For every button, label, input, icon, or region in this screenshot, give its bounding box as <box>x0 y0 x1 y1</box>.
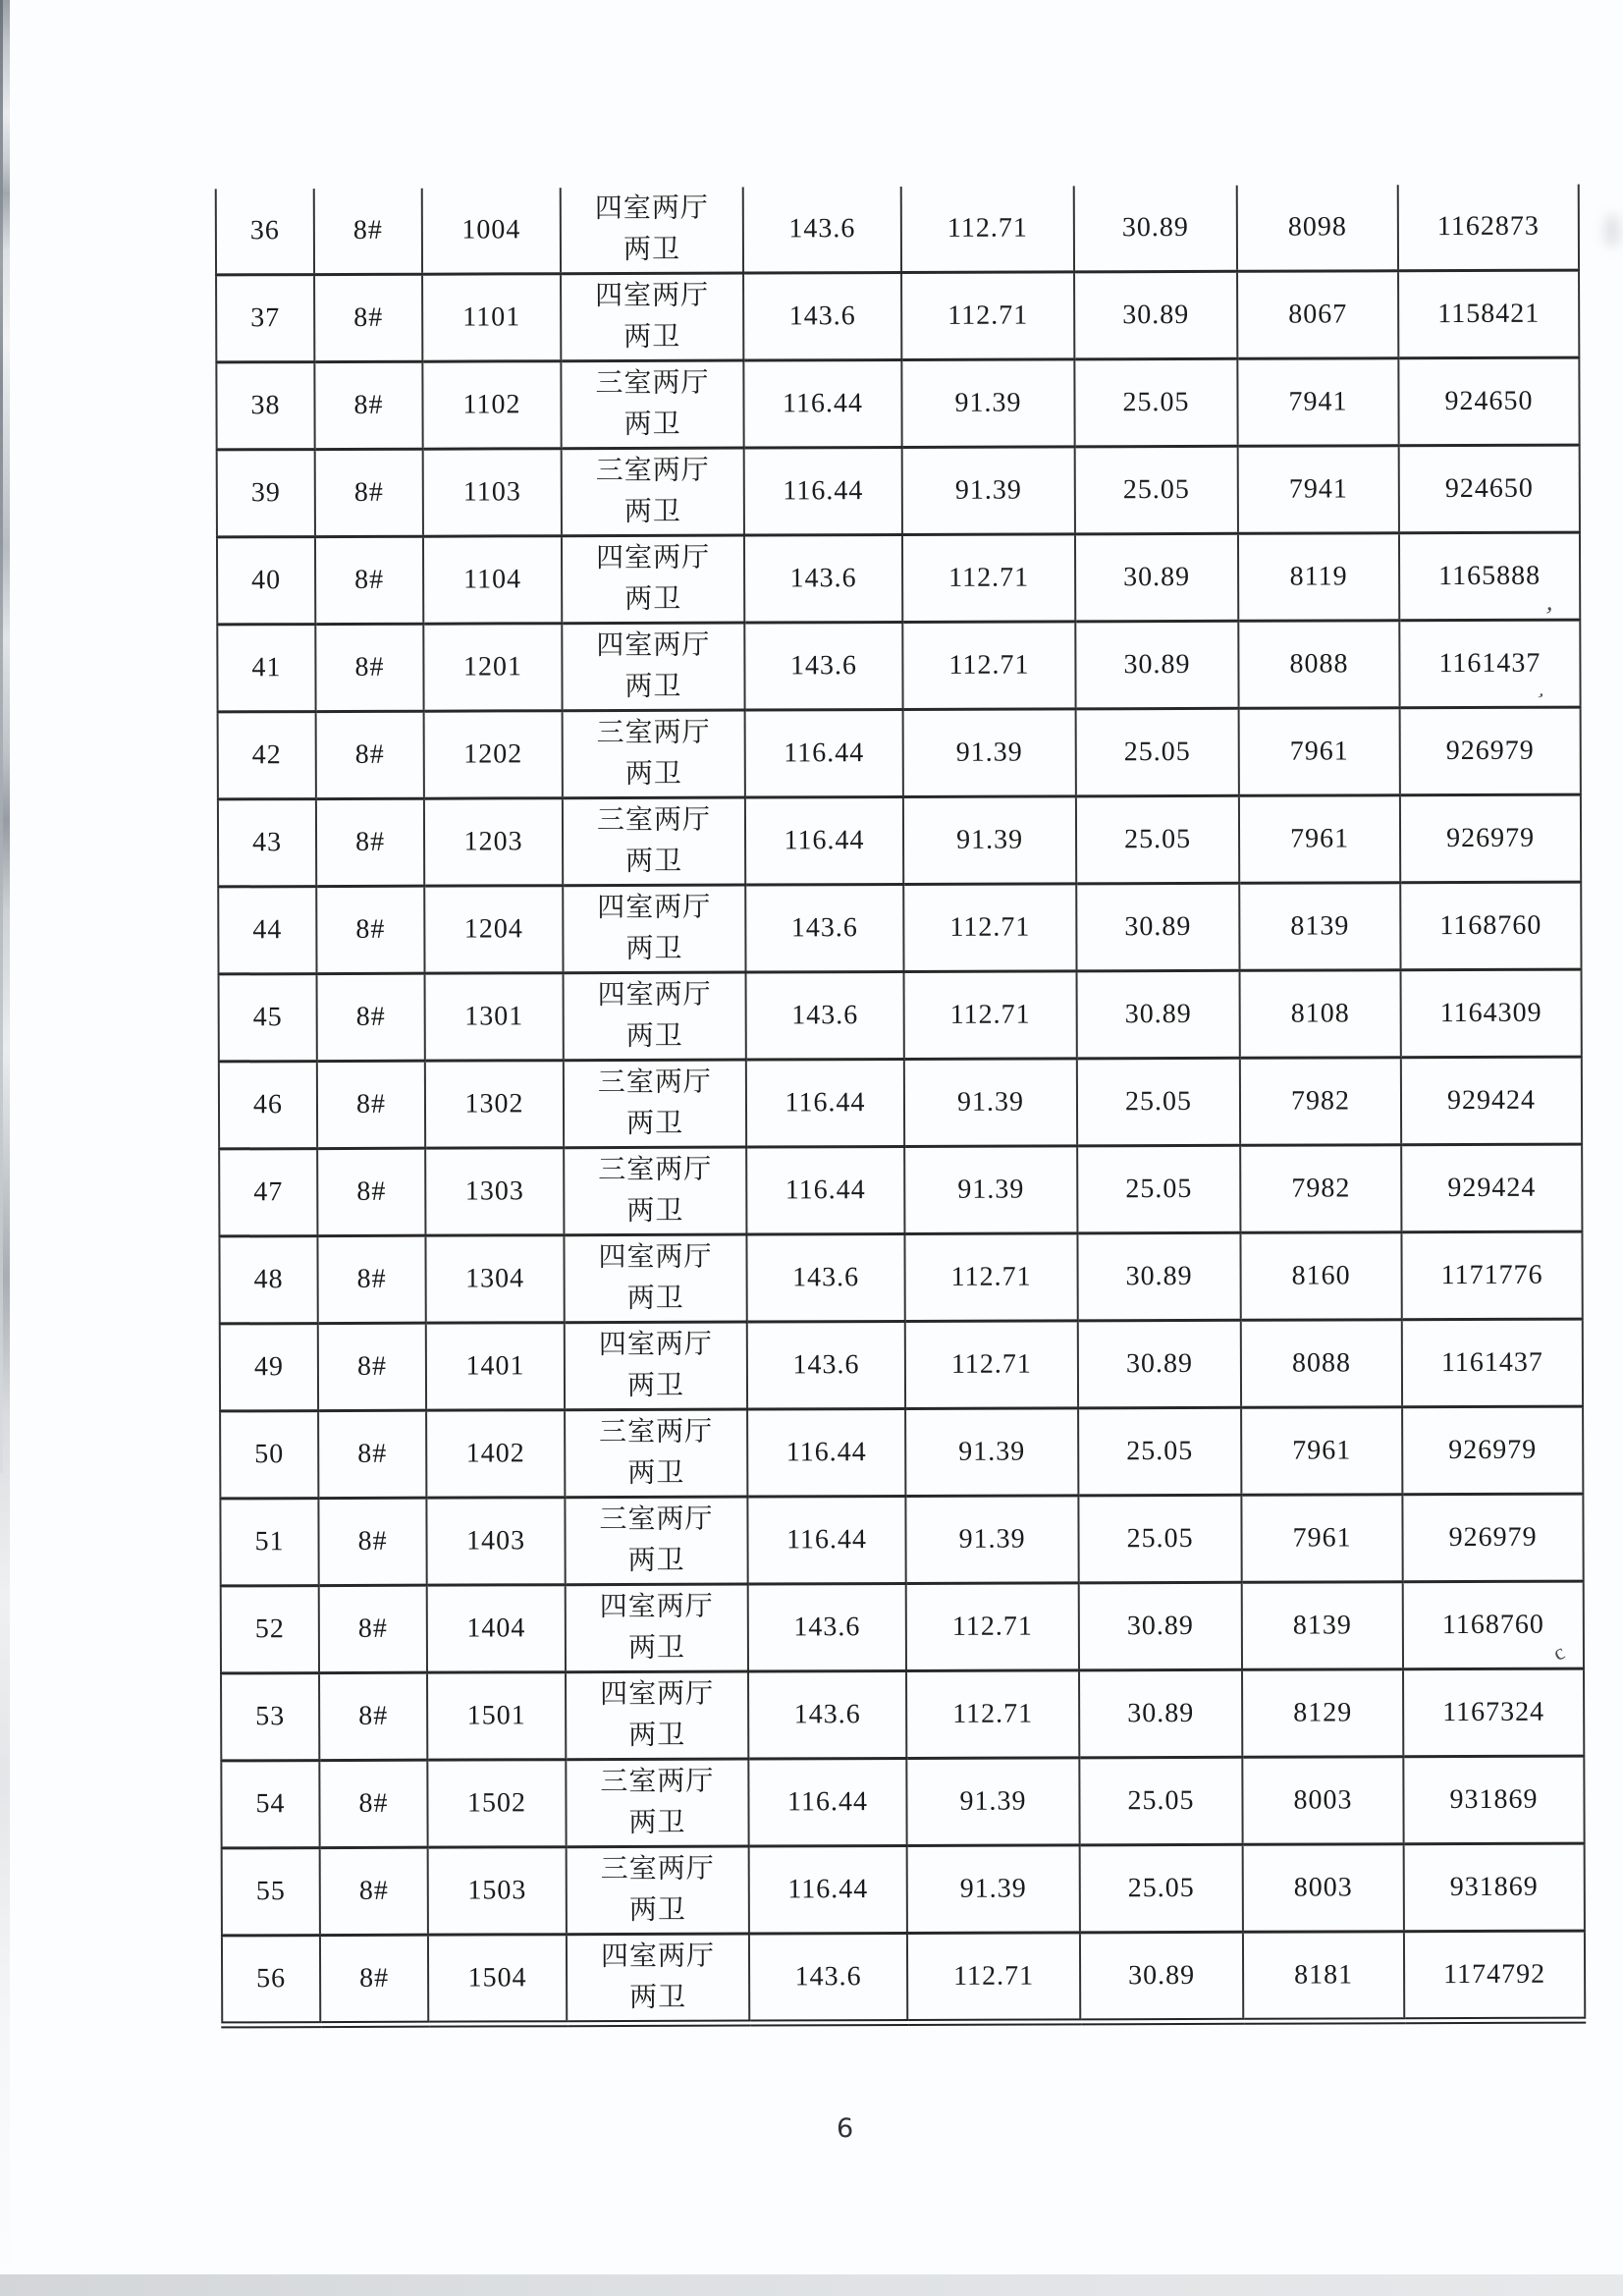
table-row <box>222 1931 1585 2025</box>
cell-inner-area: 112.71 <box>906 1583 1079 1671</box>
cell-room: 1304 <box>425 1235 564 1323</box>
cell-total-price: 929424 <box>1401 1144 1582 1232</box>
scan-artifact-mark: c <box>1548 1639 1569 1666</box>
table-row <box>219 1231 1582 1324</box>
scan-bottom-band <box>0 2274 1623 2296</box>
cell-seq: 44 <box>218 887 316 974</box>
cell-inner-area: 112.71 <box>901 186 1074 272</box>
cell-type <box>564 1234 746 1323</box>
cell-total-price: 1164309 <box>1401 969 1582 1058</box>
cell-type <box>564 1060 746 1148</box>
room-type-text: 三室两厅两卫 <box>595 367 710 440</box>
cell-unit-price: 8129 <box>1242 1669 1403 1758</box>
cell-seq: 52 <box>221 1586 319 1673</box>
room-type-text: 三室两厅两卫 <box>600 1853 715 1926</box>
room-type-text: 四室两厅两卫 <box>598 1329 713 1401</box>
cell-room: 1202 <box>424 711 563 798</box>
table-row <box>218 707 1581 799</box>
cell-total-price: 1174792 <box>1404 1931 1585 2021</box>
cell-total-price: 1168760 <box>1400 882 1581 970</box>
cell-building: 8# <box>320 1847 428 1935</box>
room-type-text: 三室两厅两卫 <box>598 1154 713 1227</box>
cell-area: 143.6 <box>749 1933 907 2023</box>
cell-shared-area: 25.05 <box>1079 1757 1242 1845</box>
cell-shared-area: 25.05 <box>1078 1495 1241 1583</box>
room-type-text: 三室两厅两卫 <box>595 455 710 527</box>
cell-area: 143.6 <box>744 534 902 623</box>
apartment-price-table-wrap <box>215 185 1587 2029</box>
cell-seq: 47 <box>219 1149 317 1236</box>
cell-inner-area: 112.71 <box>905 1321 1078 1409</box>
cell-shared-area: 25.05 <box>1080 1844 1243 1933</box>
cell-unit-price: 8108 <box>1240 970 1401 1059</box>
cell-inner-area: 91.39 <box>902 447 1075 535</box>
cell-building: 8# <box>315 536 423 624</box>
cell-seq: 42 <box>218 712 316 799</box>
cell-inner-area: 91.39 <box>901 359 1074 448</box>
table-row <box>222 1843 1585 1936</box>
apartment-price-table <box>215 185 1587 2029</box>
cell-unit-price: 8003 <box>1242 1757 1403 1845</box>
cell-building: 8# <box>317 1061 425 1148</box>
cell-shared-area: 25.05 <box>1077 1145 1240 1233</box>
cell-unit-price: 7982 <box>1240 1058 1401 1146</box>
cell-total-price: 926979 <box>1400 794 1581 883</box>
cell-unit-price: 7961 <box>1241 1495 1402 1583</box>
cell-area: 143.6 <box>743 272 901 360</box>
cell-room: 1404 <box>427 1585 566 1672</box>
cell-unit-price: 7961 <box>1239 795 1400 884</box>
cell-area: 116.44 <box>748 1758 906 1846</box>
table-row <box>216 270 1579 362</box>
room-type-text: 四室两厅两卫 <box>599 1591 714 1664</box>
cell-inner-area: 112.71 <box>902 622 1075 710</box>
cell-inner-area: 91.39 <box>904 1146 1077 1234</box>
table-row <box>221 1581 1584 1673</box>
cell-total-price: 1161437 <box>1399 620 1580 708</box>
cell-room: 1102 <box>422 361 561 449</box>
room-type-text: 四室两厅两卫 <box>596 629 711 702</box>
table-row <box>219 969 1582 1062</box>
cell-inner-area: 112.71 <box>902 534 1075 623</box>
cell-room: 1103 <box>423 449 562 536</box>
cell-total-price: 931869 <box>1404 1843 1585 1932</box>
room-type-text: 三室两厅两卫 <box>600 1766 715 1838</box>
cell-building: 8# <box>314 274 422 361</box>
cell-area: 116.44 <box>745 709 903 797</box>
cell-room: 1402 <box>426 1410 565 1498</box>
cell-inner-area: 91.39 <box>905 1496 1078 1584</box>
cell-shared-area: 30.89 <box>1075 533 1238 622</box>
cell-type <box>566 1671 748 1760</box>
cell-area: 116.44 <box>747 1408 905 1497</box>
cell-seq: 40 <box>217 537 315 625</box>
cell-unit-price: 8067 <box>1237 271 1398 359</box>
cell-shared-area: 30.89 <box>1079 1582 1242 1670</box>
table-row <box>220 1319 1583 1411</box>
cell-seq: 51 <box>220 1499 318 1586</box>
cell-room: 1004 <box>422 188 561 274</box>
cell-building: 8# <box>319 1760 427 1847</box>
cell-building: 8# <box>315 624 423 711</box>
cell-total-price: 926979 <box>1402 1406 1583 1495</box>
cell-area: 116.44 <box>747 1496 905 1584</box>
cell-shared-area: 30.89 <box>1074 271 1237 359</box>
cell-area: 143.6 <box>746 1233 904 1322</box>
page-number: 6 <box>837 2113 854 2144</box>
cell-room: 1301 <box>425 973 564 1061</box>
cell-total-price: 1168760 <box>1403 1581 1584 1669</box>
cell-seq: 50 <box>220 1411 318 1499</box>
cell-building: 8# <box>317 973 425 1061</box>
cell-seq: 37 <box>216 275 314 362</box>
cell-type <box>562 535 744 624</box>
cell-type <box>566 1584 748 1672</box>
cell-room: 1501 <box>427 1672 566 1760</box>
cell-type <box>565 1409 747 1498</box>
cell-type <box>563 885 745 973</box>
cell-unit-price: 7982 <box>1240 1145 1401 1233</box>
cell-area: 143.6 <box>747 1321 905 1409</box>
cell-seq: 56 <box>222 1936 320 2025</box>
cell-area: 116.44 <box>743 359 901 448</box>
cell-seq: 45 <box>219 974 317 1062</box>
table-row <box>221 1756 1584 1848</box>
cell-total-price: 931869 <box>1403 1756 1584 1844</box>
scan-artifact-mark: , <box>1536 680 1552 701</box>
cell-room: 1203 <box>424 798 563 886</box>
cell-type <box>565 1497 747 1585</box>
cell-seq: 38 <box>216 362 314 450</box>
cell-type <box>561 188 743 274</box>
cell-total-price: 1162873 <box>1398 185 1579 271</box>
cell-seq: 48 <box>219 1236 317 1324</box>
cell-shared-area: 30.89 <box>1078 1320 1241 1408</box>
cell-seq: 41 <box>217 625 315 712</box>
cell-building: 8# <box>316 886 424 973</box>
cell-inner-area: 91.39 <box>907 1845 1080 1934</box>
cell-shared-area: 25.05 <box>1074 358 1237 447</box>
table-row <box>216 185 1579 275</box>
cell-room: 1101 <box>422 274 561 361</box>
cell-inner-area: 91.39 <box>904 1059 1077 1147</box>
table-row <box>217 445 1580 537</box>
cell-building: 8# <box>317 1235 425 1323</box>
cell-shared-area: 30.89 <box>1079 1669 1242 1758</box>
cell-room: 1403 <box>426 1498 565 1585</box>
cell-building: 8# <box>318 1498 426 1585</box>
cell-building: 8# <box>317 1148 425 1235</box>
room-type-text: 四室两厅两卫 <box>600 1941 716 2013</box>
scan-smudge <box>1604 214 1620 247</box>
cell-unit-price: 8139 <box>1242 1582 1403 1670</box>
cell-total-price: 1158421 <box>1398 270 1579 358</box>
cell-unit-price: 8003 <box>1243 1844 1404 1933</box>
cell-unit-price: 7941 <box>1238 446 1399 534</box>
cell-building: 8# <box>320 1935 428 2024</box>
table-row <box>220 1494 1583 1586</box>
cell-inner-area: 91.39 <box>903 709 1076 797</box>
cell-building: 8# <box>316 798 424 886</box>
cell-shared-area: 30.89 <box>1076 883 1239 971</box>
cell-type <box>562 623 744 711</box>
cell-unit-price: 8088 <box>1238 621 1399 709</box>
table-row <box>218 882 1581 974</box>
cell-inner-area: 112.71 <box>901 272 1074 360</box>
cell-inner-area: 112.71 <box>906 1670 1079 1759</box>
cell-type <box>564 1147 746 1235</box>
room-type-text: 四室两厅两卫 <box>595 280 710 353</box>
cell-building: 8# <box>319 1585 427 1672</box>
cell-type <box>563 710 745 798</box>
cell-room: 1401 <box>426 1323 565 1410</box>
cell-seq: 54 <box>221 1761 319 1848</box>
cell-shared-area: 30.89 <box>1080 1932 1243 2022</box>
cell-area: 116.44 <box>745 796 903 885</box>
cell-building: 8# <box>318 1410 426 1498</box>
cell-inner-area: 112.71 <box>903 884 1076 972</box>
cell-total-price: 1167324 <box>1403 1668 1584 1757</box>
room-type-text: 三室两厅两卫 <box>596 804 712 877</box>
room-type-text: 四室两厅两卫 <box>597 979 712 1052</box>
cell-type <box>567 1846 749 1935</box>
cell-unit-price: 7941 <box>1237 358 1398 447</box>
cell-building: 8# <box>319 1672 427 1760</box>
cell-unit-price: 7961 <box>1241 1407 1402 1496</box>
cell-type <box>563 797 745 886</box>
cell-area: 143.6 <box>743 187 901 273</box>
room-type-text: 四室两厅两卫 <box>598 1241 713 1314</box>
cell-area: 116.44 <box>744 447 902 535</box>
cell-shared-area: 30.89 <box>1077 1232 1240 1321</box>
room-type-text: 四室两厅两卫 <box>597 892 712 964</box>
table-body <box>216 185 1586 2025</box>
cell-unit-price: 8139 <box>1239 883 1400 971</box>
cell-type <box>561 273 743 361</box>
room-type-text: 四室两厅两卫 <box>594 192 709 265</box>
cell-room: 1502 <box>427 1760 566 1847</box>
cell-type <box>564 972 746 1061</box>
table-row <box>218 794 1581 887</box>
cell-area: 143.6 <box>748 1670 906 1759</box>
cell-shared-area: 25.05 <box>1076 708 1239 796</box>
cell-shared-area: 30.89 <box>1074 186 1237 272</box>
cell-total-price: 1165888 <box>1399 532 1580 621</box>
cell-total-price: 926979 <box>1400 707 1581 795</box>
cell-inner-area: 91.39 <box>905 1408 1078 1497</box>
cell-shared-area: 25.05 <box>1077 1058 1240 1146</box>
table-row <box>217 532 1580 625</box>
cell-total-price: 926979 <box>1402 1494 1583 1582</box>
cell-building: 8# <box>318 1323 426 1410</box>
cell-room: 1204 <box>424 886 563 973</box>
room-type-text: 四室两厅两卫 <box>600 1678 715 1751</box>
cell-unit-price: 7961 <box>1239 708 1400 796</box>
cell-total-price: 1171776 <box>1401 1231 1582 1320</box>
cell-building: 8# <box>314 189 422 275</box>
cell-unit-price: 8181 <box>1243 1932 1404 2022</box>
cell-type <box>561 360 743 449</box>
room-type-text: 三室两厅两卫 <box>599 1503 714 1576</box>
cell-room: 1303 <box>425 1148 564 1235</box>
cell-unit-price: 8098 <box>1237 185 1398 271</box>
table-row <box>221 1668 1584 1761</box>
cell-building: 8# <box>314 361 422 449</box>
cell-seq: 53 <box>221 1673 319 1761</box>
cell-building: 8# <box>315 449 423 536</box>
table-row <box>219 1057 1582 1149</box>
cell-unit-price: 8160 <box>1240 1232 1401 1321</box>
cell-area: 143.6 <box>746 971 904 1060</box>
cell-total-price: 924650 <box>1398 357 1579 446</box>
cell-seq: 43 <box>218 799 316 887</box>
cell-seq: 55 <box>222 1848 320 1936</box>
cell-shared-area: 30.89 <box>1077 970 1240 1059</box>
cell-area: 116.44 <box>746 1146 904 1234</box>
table-row <box>216 357 1579 450</box>
cell-inner-area: 91.39 <box>903 796 1076 885</box>
cell-building: 8# <box>316 711 424 798</box>
cell-area: 143.6 <box>744 622 902 710</box>
cell-room: 1104 <box>423 536 562 624</box>
cell-room: 1503 <box>428 1847 567 1935</box>
cell-seq: 36 <box>216 189 314 275</box>
cell-type <box>567 1934 749 2024</box>
cell-shared-area: 25.05 <box>1075 446 1238 534</box>
table-row <box>219 1144 1582 1236</box>
cell-room: 1302 <box>425 1061 564 1148</box>
cell-inner-area: 112.71 <box>904 971 1077 1060</box>
cell-inner-area: 91.39 <box>906 1758 1079 1846</box>
table-row <box>217 620 1580 712</box>
cell-area: 116.44 <box>746 1059 904 1147</box>
room-type-text: 三室两厅两卫 <box>596 717 711 790</box>
room-type-text: 四室两厅两卫 <box>595 542 711 615</box>
cell-seq: 49 <box>220 1324 318 1411</box>
cell-seq: 39 <box>217 450 315 537</box>
cell-total-price: 924650 <box>1399 445 1580 533</box>
scan-artifact-mark: , <box>1545 586 1556 617</box>
cell-type <box>565 1322 747 1410</box>
table-row <box>220 1406 1583 1499</box>
cell-shared-area: 30.89 <box>1075 621 1238 709</box>
cell-unit-price: 8119 <box>1238 533 1399 622</box>
cell-room: 1201 <box>423 624 562 711</box>
cell-room: 1504 <box>428 1935 567 2024</box>
cell-type <box>562 448 744 536</box>
room-type-text: 三室两厅两卫 <box>597 1066 712 1139</box>
cell-inner-area: 112.71 <box>904 1233 1077 1322</box>
cell-area: 116.44 <box>749 1845 907 1934</box>
cell-shared-area: 25.05 <box>1076 795 1239 884</box>
cell-area: 143.6 <box>745 884 903 972</box>
cell-inner-area: 112.71 <box>907 1933 1080 2023</box>
cell-type <box>566 1759 748 1847</box>
cell-seq: 46 <box>219 1062 317 1149</box>
cell-shared-area: 25.05 <box>1078 1407 1241 1496</box>
scan-left-edge-dark-streak <box>0 0 3 1473</box>
cell-area: 143.6 <box>748 1583 906 1671</box>
cell-total-price: 1161437 <box>1402 1319 1583 1407</box>
room-type-text: 三室两厅两卫 <box>599 1416 714 1489</box>
cell-total-price: 929424 <box>1401 1057 1582 1145</box>
cell-unit-price: 8088 <box>1241 1320 1402 1408</box>
